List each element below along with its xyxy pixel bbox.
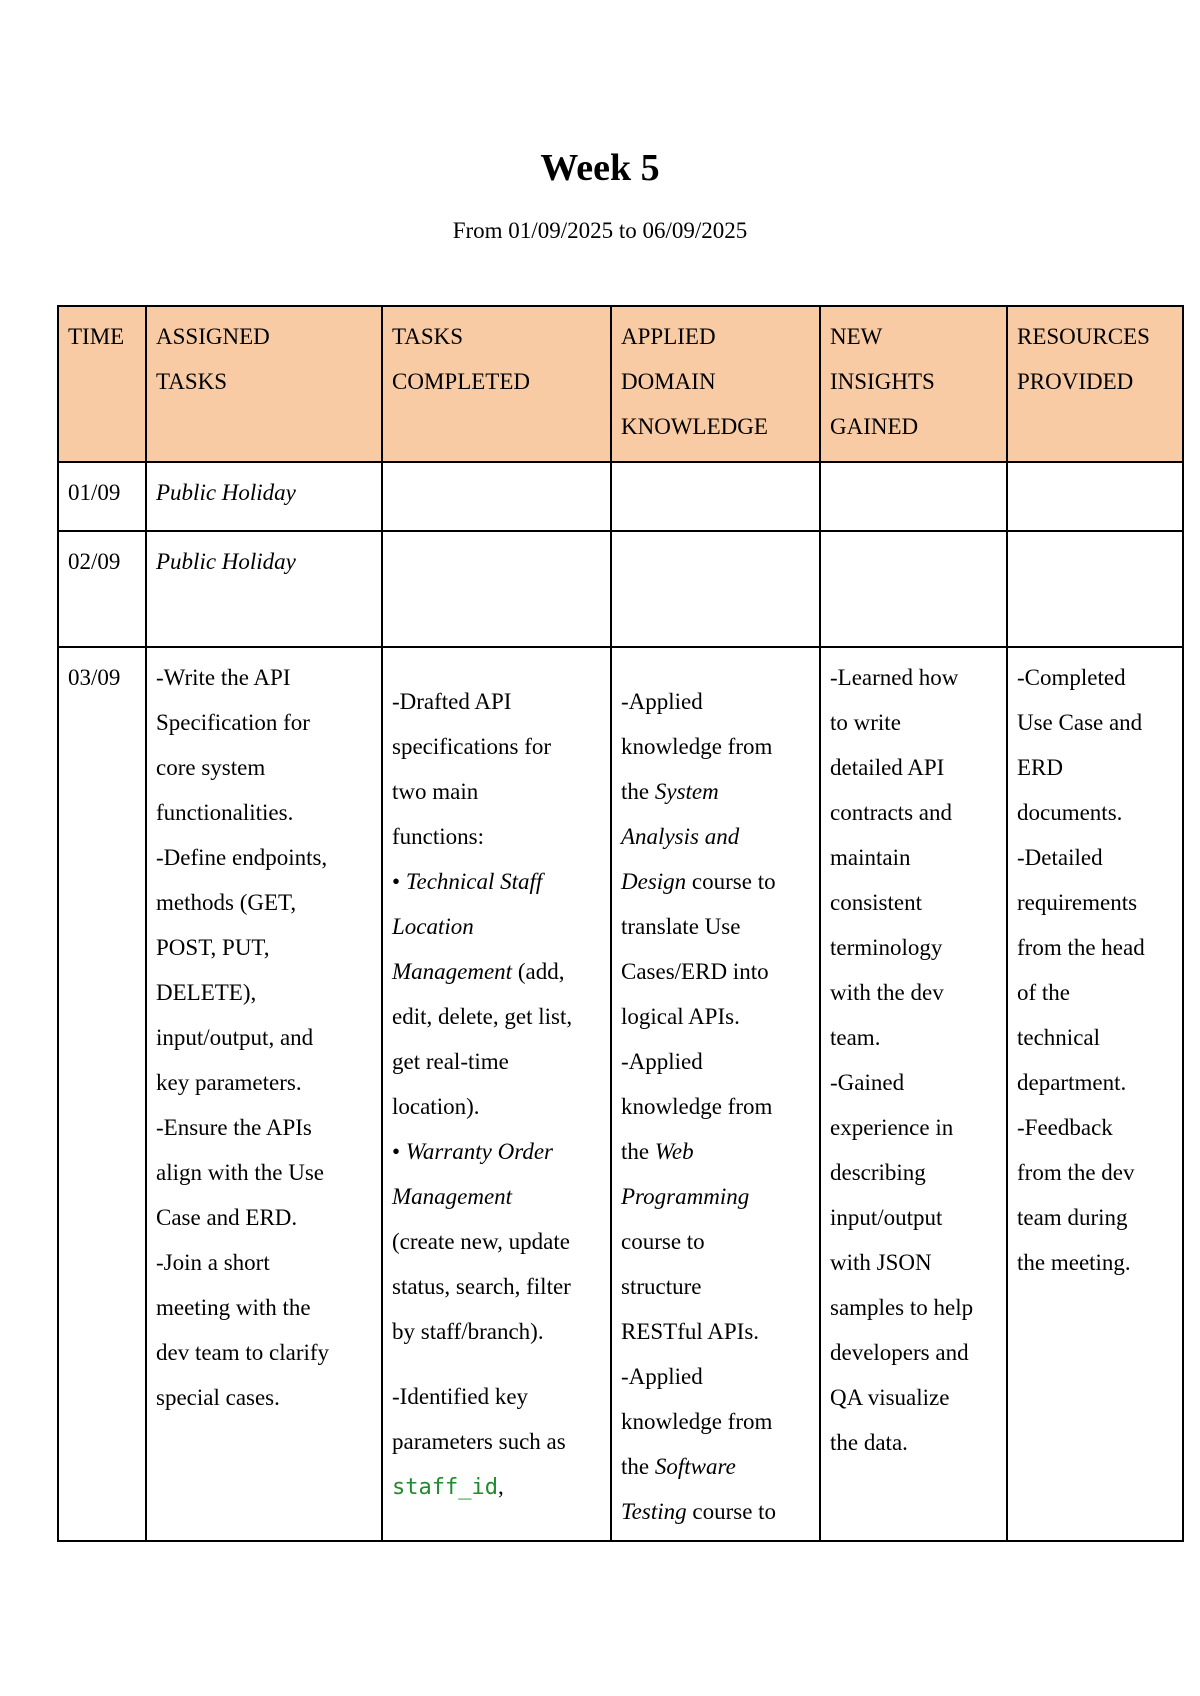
time-cell: 03/09 [58, 647, 146, 1541]
assigned-tasks-cell: Public Holiday [146, 531, 382, 647]
inline-code: staff_id [392, 1475, 498, 1500]
date-range-subtitle: From 01/09/2025 to 06/09/2025 [452, 218, 748, 243]
bullet-mark: • [392, 869, 406, 894]
assigned-tasks-cell: Public Holiday [146, 462, 382, 531]
insights-cell [820, 462, 1007, 531]
tasks-completed-cell [382, 531, 611, 647]
tasks-completed-cell: -Drafted API specifications for two main functions: • Technical Staff Location Management (add, edit, delete, get list, get real-time location). • Warranty Order Management (create new, update status, search, filter by staff/branch). -Identified key parameters such as staff_id, [382, 647, 611, 1541]
insights-cell: -Learned how to write detailed API contracts and maintain consistent terminology with the dev team. -Gained experience in describing input/output with JSON samples to help developers and QA visualize the data. [820, 647, 1007, 1541]
applied-knowledge-cell: -Applied knowledge from the System Analysis and Design course to translate Use Cases/ERD into logical APIs. -Applied knowledge from the Web Programming course to structure RESTful APIs. -Applied knowledge from the Software Testing course to [611, 647, 820, 1541]
insights-cell [820, 531, 1007, 647]
col-header-resources-provided: RESOURCES PROVIDED [1007, 306, 1183, 462]
resources-cell [1007, 531, 1183, 647]
time-cell: 01/09 [58, 462, 146, 531]
table-header-row [58, 306, 1183, 462]
weekly-log-table [57, 305, 1184, 1542]
col-header-applied-domain-knowledge: APPLIED DOMAIN KNOWLEDGE [611, 306, 820, 462]
applied-knowledge-cell [611, 531, 820, 647]
applied-knowledge-cell [611, 462, 820, 531]
page-title: Week 5 [540, 147, 660, 189]
col-header-new-insights-gained: NEW INSIGHTS GAINED [820, 306, 1007, 462]
bullet-mark: • [392, 1139, 406, 1164]
table-row [58, 531, 1183, 647]
col-header-tasks-completed: TASKS COMPLETED [382, 306, 611, 462]
table-row [58, 647, 1183, 1541]
resources-cell: -Completed Use Case and ERD documents. -Detailed requirements from the head of the technical department. -Feedback from the dev team during the meeting. [1007, 647, 1183, 1541]
tasks-completed-cell [382, 462, 611, 531]
col-header-assigned-tasks: ASSIGNED TASKS [146, 306, 382, 462]
time-cell: 02/09 [58, 531, 146, 647]
table-row [58, 462, 1183, 531]
resources-cell [1007, 462, 1183, 531]
assigned-tasks-cell: -Write the API Specification for core system functionalities. -Define endpoints, methods (GET, POST, PUT, DELETE), input/output, and key parameters. -Ensure the APIs align with the Use Case and ERD. -Join a short meeting with the dev team to clarify special cases. [146, 647, 382, 1541]
col-header-time: TIME [58, 306, 146, 462]
